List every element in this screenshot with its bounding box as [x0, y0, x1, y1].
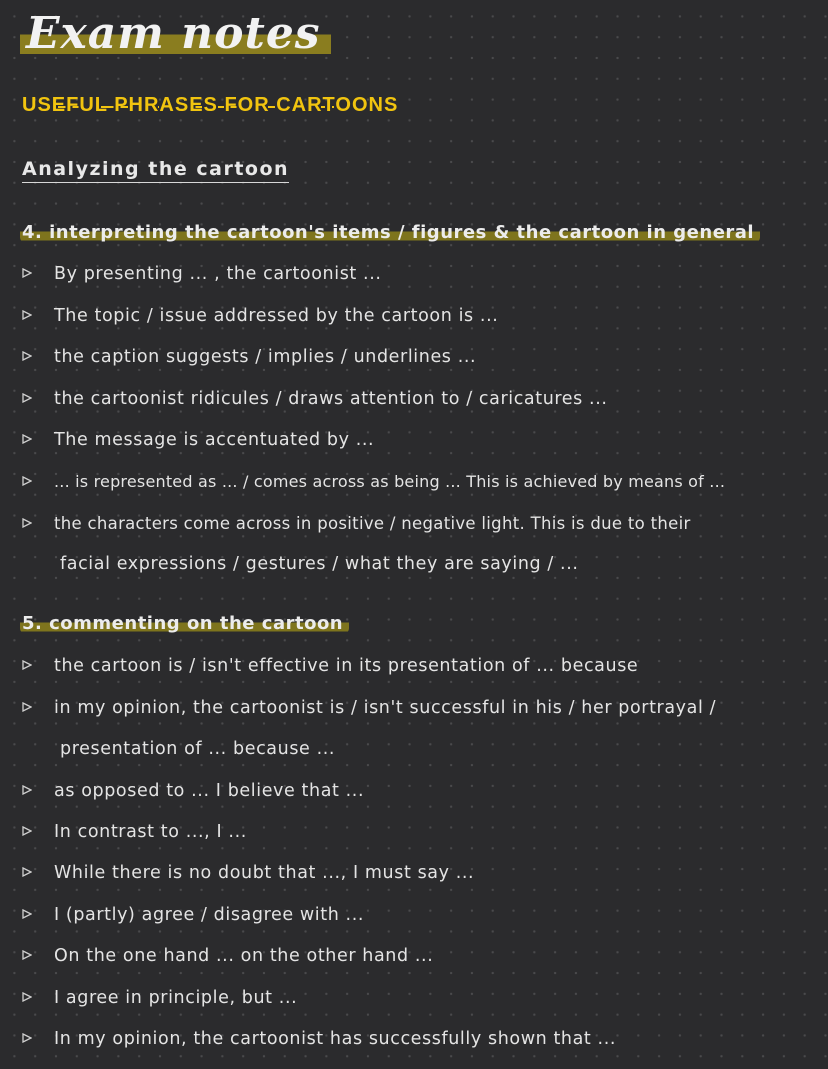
triangle-bullet-icon — [22, 702, 32, 712]
triangle-bullet-icon — [22, 992, 32, 1002]
list-item-text: ... is represented as ... / comes across as being ... This is achieved by means of ... — [54, 472, 726, 491]
point-5-heading: 5. commenting on the cartoon — [20, 613, 349, 634]
triangle-bullet-icon — [22, 826, 32, 836]
triangle-bullet-icon — [22, 785, 32, 795]
triangle-bullet-icon — [22, 434, 32, 444]
section-heading: Analyzing the cartoon — [22, 158, 289, 183]
list-item — [22, 853, 804, 895]
triangle-bullet-icon — [22, 950, 32, 960]
list-item — [22, 936, 804, 978]
list-item-text: The topic / issue addressed by the cartoon is ... — [54, 306, 499, 326]
list-item — [22, 771, 804, 813]
list-item-text: In my opinion, the cartoonist has successfully shown that ... — [54, 1029, 617, 1049]
list-item-text: While there is no doubt that ..., I must say ... — [54, 863, 475, 883]
page-subtitle: USEFUL PHRASES FOR CARTOONS — [22, 94, 399, 116]
triangle-bullet-icon — [22, 660, 32, 670]
page-title: Exam notes — [20, 8, 331, 59]
triangle-bullet-icon — [22, 310, 32, 320]
list-item-continuation: facial expressions / gestures / what they are saying / ... — [60, 554, 579, 574]
list-item-text: the cartoon is / isn't effective in its presentation of ... because — [54, 656, 639, 676]
list-item-text: By presenting ... , the cartoonist ... — [54, 264, 382, 284]
list-item-text: The message is accentuated by ... — [54, 430, 375, 450]
list-item-text: the cartoonist ridicules / draws attention to / caricatures ... — [54, 389, 608, 409]
triangle-bullet-icon — [22, 476, 32, 486]
triangle-bullet-icon — [22, 351, 32, 361]
list-item-text: I (partly) agree / disagree with ... — [54, 905, 365, 925]
triangle-bullet-icon — [22, 268, 32, 278]
list-item-text: In contrast to ..., I ... — [54, 822, 247, 842]
list-item — [22, 812, 804, 854]
list-item — [22, 688, 804, 730]
list-item — [22, 379, 804, 421]
list-item — [22, 1019, 804, 1061]
list-item — [22, 646, 804, 688]
list-item-text: On the one hand ... on the other hand ... — [54, 946, 434, 966]
list-item — [22, 296, 804, 338]
list-item-continuation: presentation of ... because ... — [60, 739, 336, 759]
list-item — [22, 337, 804, 379]
list-item-text: I agree in principle, but ... — [54, 988, 298, 1008]
list-item-text: the characters come across in positive / negative light. This is due to their — [54, 514, 691, 533]
list-item — [22, 895, 804, 937]
triangle-bullet-icon — [22, 518, 32, 528]
list-item — [22, 254, 804, 296]
list-item — [22, 461, 804, 503]
list-item-text: in my opinion, the cartoonist is / isn't successful in his / her portrayal / — [54, 698, 717, 718]
triangle-bullet-icon — [22, 1033, 32, 1043]
triangle-bullet-icon — [22, 909, 32, 919]
point-4-heading: 4. interpreting the cartoon's items / figures & the cartoon in general — [20, 222, 760, 243]
triangle-bullet-icon — [22, 393, 32, 403]
list-item-text: as opposed to ... I believe that ... — [54, 781, 365, 801]
list-item-text: the caption suggests / implies / underlines ... — [54, 347, 477, 367]
list-item — [22, 978, 804, 1020]
list-item — [22, 503, 804, 545]
list-item — [22, 420, 804, 462]
triangle-bullet-icon — [22, 867, 32, 877]
